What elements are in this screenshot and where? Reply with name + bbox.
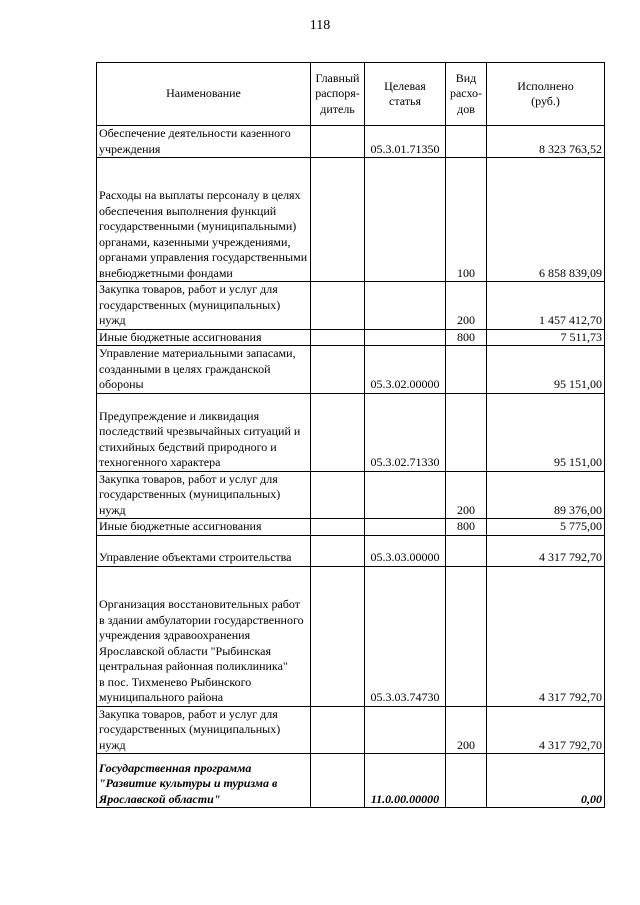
row-amount: 4 317 792,70 [487, 566, 605, 706]
table-row [97, 158, 605, 282]
row-type: 800 [446, 329, 487, 346]
row-name: Расходы на выплаты персоналу в целях обеспечения выполнения функций государственными (муниципальными) органами, казенными учреждениями, органами управления государственными внебюджетными фондами [97, 158, 311, 282]
row-name: Закупка товаров, работ и услуг для государственных (муниципальных) нужд [97, 471, 311, 519]
row-code: 11.0.00.00000 [365, 754, 446, 808]
row-code: 05.3.02.00000 [365, 346, 446, 394]
row-amount: 4 317 792,70 [487, 706, 605, 754]
row-type: 200 [446, 706, 487, 754]
row-name: Предупреждение и ликвидация последствий чрезвычайных ситуаций и стихийных бедствий природного и техногенного характера [97, 393, 311, 471]
row-code [365, 519, 446, 536]
row-admin [311, 754, 365, 808]
row-type [446, 566, 487, 706]
header-code: Целевая статья [365, 63, 446, 126]
row-amount: 89 376,00 [487, 471, 605, 519]
row-amount: 0,00 [487, 754, 605, 808]
row-admin [311, 706, 365, 754]
row-code: 05.3.01.71350 [365, 126, 446, 158]
table-row [97, 706, 605, 754]
table-body [97, 126, 605, 808]
row-name: Закупка товаров, работ и услуг для государственных (муниципальных) нужд [97, 706, 311, 754]
row-type [446, 126, 487, 158]
table-row [97, 519, 605, 536]
row-type [446, 346, 487, 394]
row-amount: 5 775,00 [487, 519, 605, 536]
row-admin [311, 535, 365, 566]
table-header-row [97, 63, 605, 126]
row-amount: 95 151,00 [487, 393, 605, 471]
header-type: Вид расхо- дов [446, 63, 487, 126]
row-admin [311, 158, 365, 282]
row-type [446, 393, 487, 471]
row-name: Управление объектами строительства [97, 535, 311, 566]
row-type: 800 [446, 519, 487, 536]
row-code [365, 158, 446, 282]
row-name: Управление материальными запасами, созданными в целях гражданской обороны [97, 346, 311, 394]
row-code: 05.3.03.74730 [365, 566, 446, 706]
table-row [97, 282, 605, 330]
row-type [446, 754, 487, 808]
row-type [446, 535, 487, 566]
row-name: Иные бюджетные ассигнования [97, 329, 311, 346]
row-admin [311, 282, 365, 330]
row-admin [311, 126, 365, 158]
row-amount: 95 151,00 [487, 346, 605, 394]
header-admin: Главный распоря- дитель [311, 63, 365, 126]
row-amount: 1 457 412,70 [487, 282, 605, 330]
row-code [365, 282, 446, 330]
header-name: Наименование [97, 63, 311, 126]
row-code [365, 471, 446, 519]
row-admin [311, 393, 365, 471]
row-amount: 6 858 839,09 [487, 158, 605, 282]
table-row [97, 393, 605, 471]
table-row [97, 329, 605, 346]
row-type: 200 [446, 471, 487, 519]
row-code: 05.3.02.71330 [365, 393, 446, 471]
row-admin [311, 566, 365, 706]
row-admin [311, 471, 365, 519]
row-code [365, 329, 446, 346]
row-amount: 7 511,73 [487, 329, 605, 346]
table-row [97, 535, 605, 566]
table-row [97, 566, 605, 706]
table-row [97, 471, 605, 519]
row-name: Государственная программа "Развитие культуры и туризма в Ярославской области" [97, 754, 311, 808]
row-code: 05.3.03.00000 [365, 535, 446, 566]
table-row [97, 126, 605, 158]
table-row [97, 346, 605, 394]
row-name: Обеспечение деятельности казенного учреждения [97, 126, 311, 158]
budget-table [96, 62, 605, 808]
row-amount: 4 317 792,70 [487, 535, 605, 566]
row-code [365, 706, 446, 754]
row-type: 200 [446, 282, 487, 330]
row-admin [311, 329, 365, 346]
row-amount: 8 323 763,52 [487, 126, 605, 158]
table-row [97, 754, 605, 808]
row-admin [311, 346, 365, 394]
row-name: Закупка товаров, работ и услуг для государственных (муниципальных) нужд [97, 282, 311, 330]
header-amount: Исполнено (руб.) [487, 63, 605, 126]
page-number: 118 [309, 18, 331, 33]
row-admin [311, 519, 365, 536]
row-type: 100 [446, 158, 487, 282]
row-name: Организация восстановительных работ в здании амбулатории государственного учреждения здравоохранения Ярославской области "Рыбинская центральная районная поликлиника" в пос. Тихменево Рыбинского муниципального района [97, 566, 311, 706]
row-name: Иные бюджетные ассигнования [97, 519, 311, 536]
